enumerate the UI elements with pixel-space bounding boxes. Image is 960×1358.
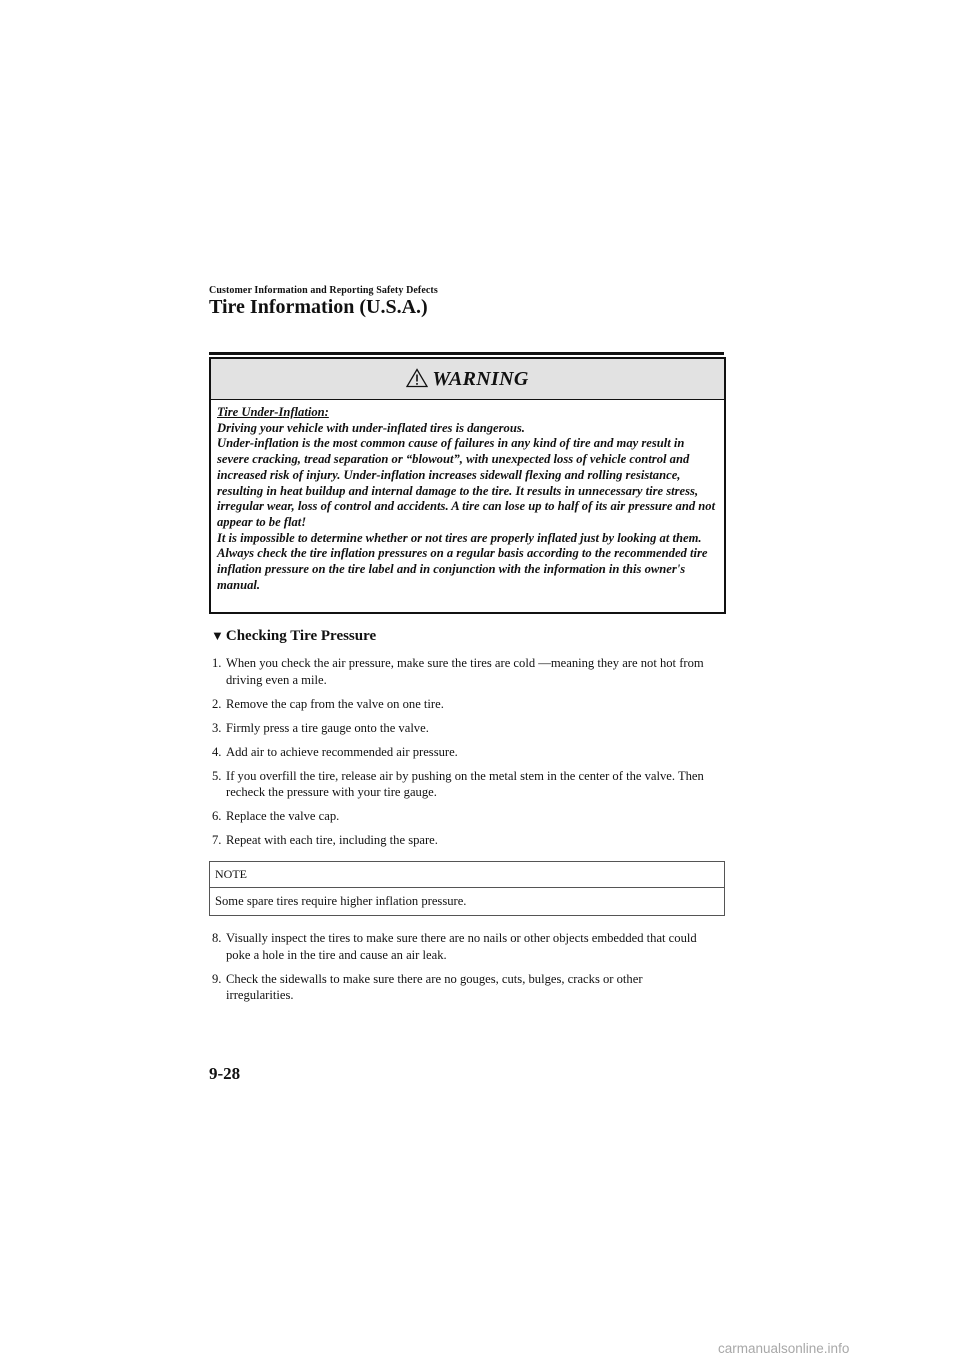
list-item: [212, 832, 712, 849]
step-text: Add air to achieve recommended air pressure.: [226, 744, 458, 759]
warning-subhead: Tire Under-Inflation:: [217, 405, 329, 419]
note-box: [209, 861, 725, 916]
warning-triangle-icon: [406, 368, 428, 388]
step-number: 7.: [212, 833, 222, 847]
list-item: [212, 930, 712, 963]
steps-list: [212, 655, 712, 856]
step-text: Repeat with each tire, including the spare.: [226, 833, 438, 847]
step-number: 3.: [212, 720, 222, 735]
warning-box: [209, 357, 726, 614]
list-item: [212, 655, 712, 688]
list-item: [212, 808, 712, 825]
note-label: NOTE: [210, 862, 724, 888]
step-text: When you check the air pressure, make sure the tires are cold ―meaning they are not hot from driving even a mile.: [226, 656, 704, 687]
steps-list-continued: [212, 930, 712, 1011]
site-watermark: carmanualsonline.info: [718, 1341, 850, 1356]
list-item: [212, 744, 712, 761]
subsection-heading: [211, 628, 376, 645]
list-item: [212, 971, 712, 1004]
step-number: 9.: [212, 971, 222, 986]
section-heading: Customer Information and Reporting Safety Defects: [209, 285, 438, 296]
step-text: Check the sidewalls to make sure there are no gouges, cuts, bulges, cracks or other irregularities.: [226, 971, 643, 1002]
page-number: 9-28: [209, 1064, 241, 1083]
section-marker-icon: ▼: [211, 628, 224, 643]
step-number: 5.: [212, 768, 222, 783]
step-text: Firmly press a tire gauge onto the valve.: [226, 720, 429, 735]
step-number: 4.: [212, 744, 222, 759]
step-text: Remove the cap from the valve on one tire.: [226, 696, 444, 711]
page-title: Tire Information (U.S.A.): [209, 296, 428, 318]
step-number: 1.: [212, 656, 222, 670]
step-text: Visually inspect the tires to make sure there are no nails or other objects embedded that could poke a hole in the tire and cause an air leak.: [226, 931, 697, 962]
subsection-title: Checking Tire Pressure: [225, 628, 377, 644]
list-item: [212, 696, 712, 713]
warning-header: [211, 359, 724, 400]
step-text: If you overfill the tire, release air by pushing on the metal stem in the center of the valve. Then recheck the pressure with your tire gauge.: [226, 768, 704, 799]
step-number: 8.: [212, 931, 222, 945]
warning-paragraph: Always check the tire inflation pressures on a regular basis according to the recommended tire inflation pressure on the tire label and in conjunction with the information in this owner's manual.: [217, 546, 708, 592]
list-item: [212, 720, 712, 737]
warning-paragraph: It is impossible to determine whether or not tires are properly inflated just by looking at them.: [217, 530, 702, 545]
step-number: 6.: [212, 809, 222, 823]
list-item: [212, 768, 712, 801]
note-text: Some spare tires require higher inflation pressure.: [215, 894, 467, 908]
title-divider: [209, 352, 724, 355]
step-number: 2.: [212, 696, 222, 711]
step-text: Replace the valve cap.: [226, 809, 340, 823]
warning-paragraph: Driving your vehicle with under-inflated tires is dangerous.: [217, 420, 525, 435]
warning-title: WARNING: [432, 367, 529, 390]
warning-paragraph: Under-inflation is the most common cause of failures in any kind of tire and may result in severe cracking, tread separation or “blowout”, with unexpected loss of vehicle control and increased risk of injury. Under-inflation increases sidewall flexing and rolling resistance, resulting in heat buildup and internal damage to the tire. It results in unnecessary tire stress, irregular wear, loss of control and accidents. A tire can lose up to half of its air pressure and not appear to be flat!: [217, 436, 716, 529]
warning-body: [211, 400, 724, 593]
